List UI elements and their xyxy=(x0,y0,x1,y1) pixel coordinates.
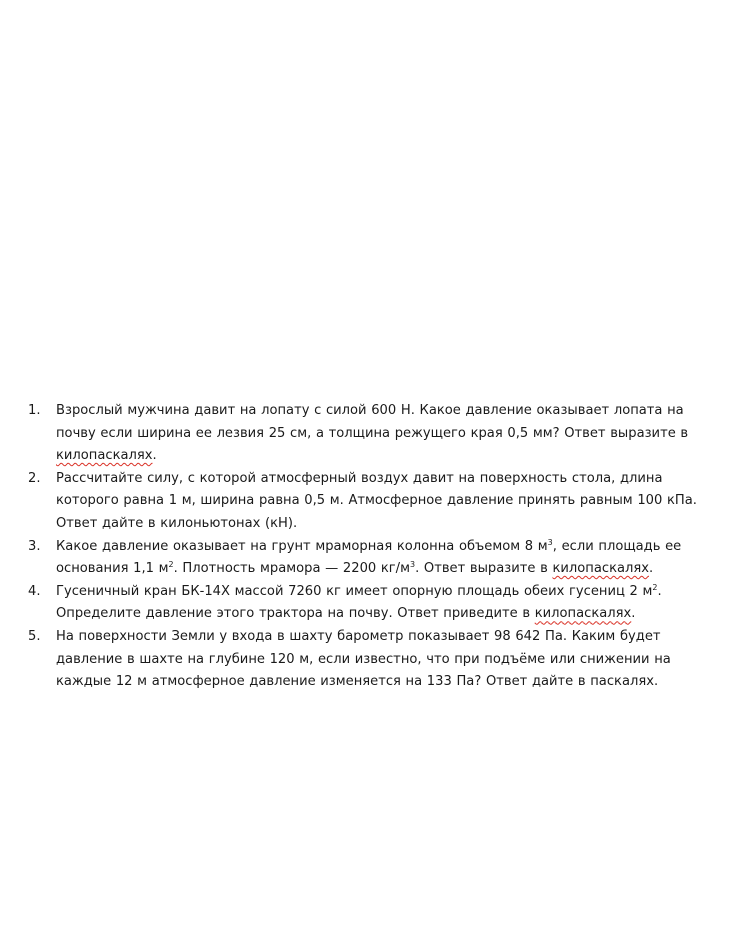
spellcheck-word: килопаскалях xyxy=(56,448,153,464)
superscript: 3 xyxy=(409,560,416,570)
superscript: 3 xyxy=(547,537,553,547)
text-segment: Какое давление оказывает на грунт мраморная колонна объемом 8 м xyxy=(56,538,548,554)
text-segment: . xyxy=(657,583,662,599)
problem-line: которого равна 1 м, ширина равна 0,5 м. Атмосферное давление принять равным 100 кПа. xyxy=(56,493,697,509)
problem-number: 4. xyxy=(28,583,41,599)
problem-5 xyxy=(28,626,718,694)
problem-line xyxy=(56,603,718,626)
superscript: 2 xyxy=(652,582,658,592)
problem-line: Взрослый мужчина давит на лопату с силой 600 Н. Какое давление оказывает лопата на xyxy=(56,403,684,418)
punctuation: . xyxy=(649,561,654,577)
text-segment: основания 1,1 м xyxy=(56,561,169,577)
problem-number: 1. xyxy=(28,403,41,418)
problem-4 xyxy=(28,581,718,626)
problem-line xyxy=(56,445,718,468)
problem-1 xyxy=(28,400,718,468)
problem-line: Рассчитайте силу, с которой атмосферный воздух давит на поверхность стола, длина xyxy=(56,470,663,486)
problem-line: почву если ширина ее лезвия 25 см, а толщина режущего края 0,5 мм? Ответ выразите в xyxy=(56,425,689,441)
text-segment: , если площадь ее xyxy=(552,538,682,554)
punctuation: . xyxy=(152,448,157,464)
problem-number: 2. xyxy=(28,470,41,486)
problem-3 xyxy=(28,536,718,581)
spellcheck-word: килопаскалях xyxy=(534,606,632,622)
problem-line xyxy=(56,558,718,581)
text-segment: . Ответ выразите в xyxy=(415,561,553,577)
problem-line: каждые 12 м атмосферное давление изменяется на 133 Па? Ответ дайте в паскалях. xyxy=(56,674,659,690)
text-segment: Определите давление этого трактора на почву. Ответ приведите в xyxy=(56,606,535,622)
problem-number: 3. xyxy=(28,538,41,554)
problem-line: давление в шахте на глубине 120 м, если известно, что при подъёме или снижении на xyxy=(56,651,671,667)
problem-line xyxy=(56,581,718,604)
problem-list xyxy=(28,400,718,694)
punctuation: . xyxy=(631,606,636,622)
problem-line: На поверхности Земли у входа в шахту барометр показывает 98 642 Па. Каким будет xyxy=(56,628,661,644)
text-segment: . Плотность мрамора — 2200 кг/м xyxy=(173,561,410,577)
spellcheck-word: килопаскалях xyxy=(552,561,649,577)
superscript: 2 xyxy=(168,560,174,570)
problem-line: Ответ дайте в килоньютонах (кН). xyxy=(56,515,298,531)
text-segment: Гусеничный кран БК-14Х массой 7260 кг имеет опорную площадь обеих гусениц 2 м xyxy=(56,583,653,599)
problem-line xyxy=(56,536,718,559)
problem-2 xyxy=(28,468,718,536)
problem-number: 5. xyxy=(28,628,41,644)
